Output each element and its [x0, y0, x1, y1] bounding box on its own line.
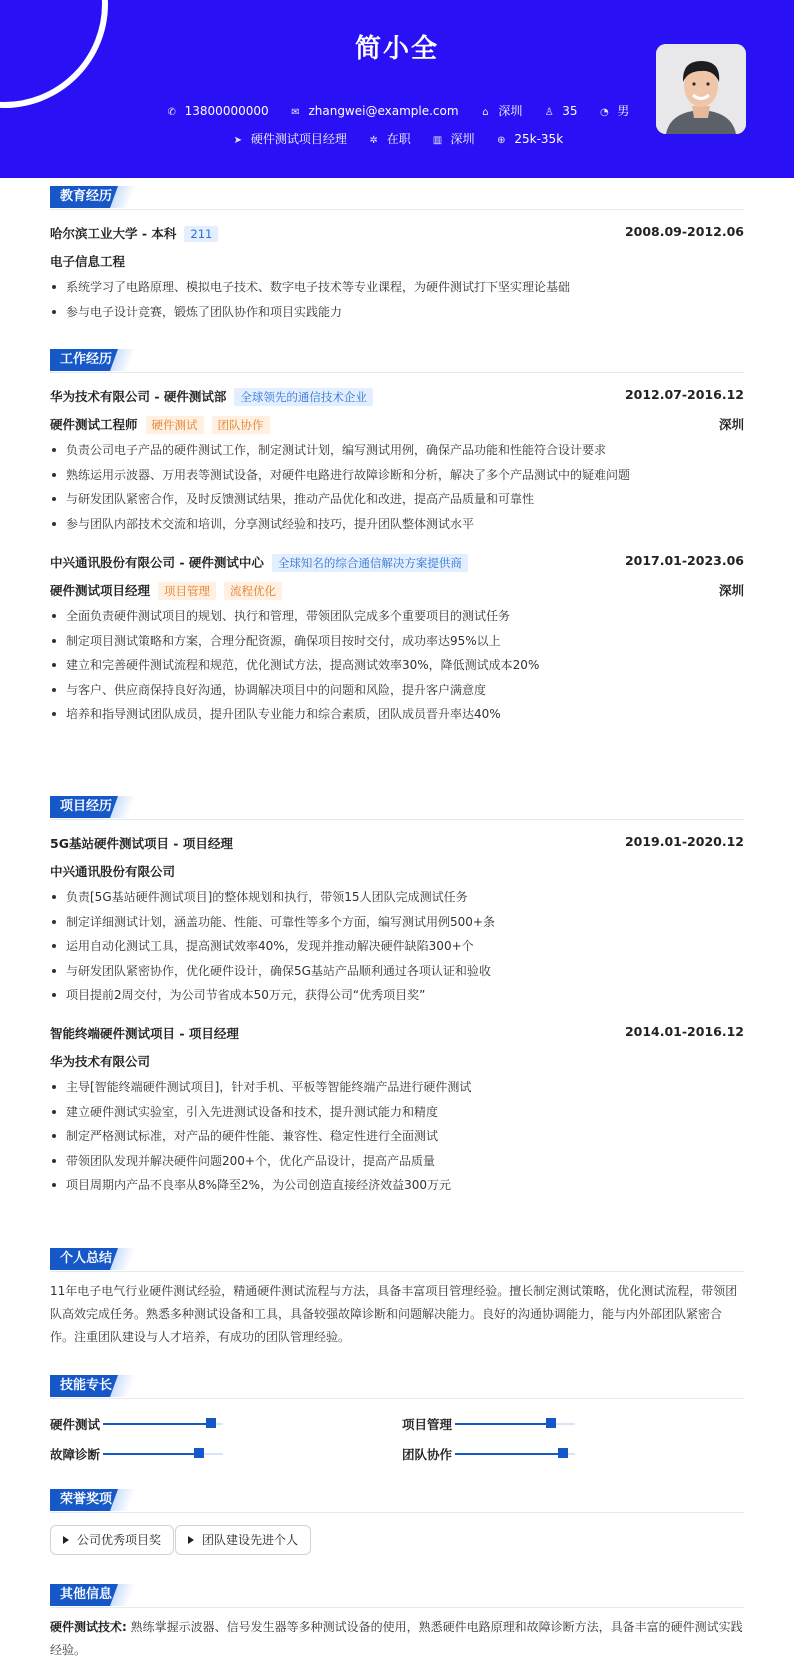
section-title: 技能专长	[50, 1375, 120, 1397]
skill-fill	[103, 1453, 199, 1455]
work-company	[50, 553, 468, 572]
phone-icon: ✆	[167, 106, 176, 118]
status-text: 在职	[386, 132, 411, 146]
school-text: 哈尔滨工业大学 - 本科	[50, 226, 177, 241]
salary-text: 25k-35k	[514, 131, 564, 146]
other-section	[50, 1584, 744, 1657]
other-text: 熟练掌握示波器、信号发生器等多种测试设备的使用，熟悉硬件电路原理和故障诊断方法，具备丰富的硬件测试实践经验。	[50, 1620, 743, 1657]
list-item: 熟练运用示波器、万用表等测试设备，对硬件电路进行故障诊断和分析，解决了多个产品测试中的疑难问题	[50, 465, 744, 490]
list-item: 运用自动化测试工具，提高测试效率40%，发现并推动解决硬件缺陷300+个	[50, 936, 744, 961]
awards-header	[50, 1489, 744, 1511]
coin-icon: ⊕	[497, 134, 506, 146]
company-tag: 全球领先的通信技术企业	[234, 388, 373, 406]
company-text: 中兴通讯股份有限公司 - 硬件测试中心	[50, 555, 264, 570]
skill-bar	[103, 1453, 223, 1455]
work-company	[50, 387, 373, 406]
skill-name: 故障诊断	[50, 1447, 101, 1462]
resume-header	[0, 0, 794, 178]
home-icon: ⌂	[482, 107, 489, 118]
award-chip	[50, 1525, 174, 1555]
company-tag: 全球知名的综合通信解决方案提供商	[272, 554, 468, 572]
skill-item	[402, 1415, 602, 1433]
list-item: 制定项目测试策略和方案，合理分配资源，确保项目按时交付，成功率达95%以上	[50, 631, 744, 656]
summary-header	[50, 1248, 744, 1270]
job-target-text: 硬件测试项目经理	[250, 132, 347, 146]
phone-item	[165, 104, 269, 118]
award-text: 公司优秀项目奖	[77, 1533, 162, 1547]
list-item: 与客户、供应商保持良好沟通，协调解决项目中的问题和风险，提升客户满意度	[50, 680, 744, 705]
skill-fill	[103, 1423, 211, 1425]
city-item	[431, 130, 475, 147]
summary-text: 11年电子电气行业硬件测试经验，精通硬件测试流程与方法，具备丰富项目管理经验。擅长制定测试策略，优化测试流程，带领团队高效完成任务。熟悉多种测试设备和工具，具备较强故障诊断和问题解决能力。良好的沟通协调能力，能与内外部团队紧密合作。注重团队建设与人才培养，有成功的团队管理经验。	[50, 1284, 738, 1344]
school-tag: 211	[184, 226, 218, 242]
project-period: 2014.01-2016.12	[624, 1024, 744, 1039]
job-target-item	[231, 130, 347, 147]
send-icon: ➤	[233, 135, 243, 146]
work-city: 深圳	[718, 583, 744, 598]
skill-bar	[455, 1423, 575, 1425]
skill-fill	[455, 1453, 563, 1455]
section-divider	[50, 1512, 744, 1513]
section-title: 工作经历	[50, 349, 120, 371]
skill-name: 硬件测试	[50, 1417, 101, 1432]
mail-icon: ✉	[291, 106, 300, 118]
section-title: 荣誉奖项	[50, 1489, 120, 1511]
list-item: 负责[5G基站硬件测试项目]的整体规划和执行，带领15人团队完成测试任务	[50, 887, 744, 912]
list-item: 与研发团队紧密协作，优化硬件设计，确保5G基站产品顺利通过各项认证和验收	[50, 961, 744, 986]
project-title: 智能终端硬件测试项目 - 项目经理	[50, 1026, 239, 1041]
gear-icon: ✲	[369, 135, 378, 146]
skills-section	[50, 1375, 744, 1462]
section-divider	[50, 209, 744, 210]
status-item	[367, 130, 411, 147]
projects-section	[50, 796, 744, 1192]
skill-knob	[206, 1418, 216, 1428]
age-item	[542, 104, 577, 118]
list-item: 带领团队发现并解决硬件问题200+个，优化产品设计，提高产品质量	[50, 1151, 744, 1176]
list-item: 参与团队内部技术交流和培训，分享测试经验和技巧，提升团队整体测试水平	[50, 514, 744, 539]
list-item: 制定严格测试标准，对产品的硬件性能、兼容性、稳定性进行全面测试	[50, 1126, 744, 1151]
skill-tag: 项目管理	[158, 582, 216, 600]
list-item: 负责公司电子产品的硬件测试工作，制定测试计划，编写测试用例，确保产品功能和性能符合设计要求	[50, 440, 744, 465]
avatar	[656, 44, 746, 134]
skill-knob	[558, 1448, 568, 1458]
skill-tag: 团队协作	[212, 416, 270, 434]
section-divider	[50, 1607, 744, 1608]
section-title: 个人总结	[50, 1248, 120, 1270]
location-text: 深圳	[498, 104, 523, 118]
section-divider	[50, 1398, 744, 1399]
list-item: 培养和指导测试团队成员，提升团队专业能力和综合素质，团队成员晋升率达40%	[50, 704, 744, 729]
section-title: 其他信息	[50, 1584, 120, 1606]
section-divider	[50, 819, 744, 820]
candidate-name: 简小全	[354, 34, 439, 64]
skill-knob	[546, 1418, 556, 1428]
work-bullets	[50, 440, 744, 538]
projects-header	[50, 796, 744, 818]
gender-icon: ◔	[599, 107, 609, 118]
work-role	[50, 415, 270, 434]
skill-bar	[455, 1453, 575, 1455]
award-chip	[175, 1525, 311, 1555]
play-icon	[188, 1536, 194, 1544]
skill-fill	[455, 1423, 551, 1425]
other-label: 硬件测试技术:	[50, 1620, 127, 1634]
school-name	[50, 224, 218, 242]
awards-section	[50, 1489, 744, 1547]
email-text: zhangwei@example.com	[308, 103, 459, 118]
skill-item	[50, 1415, 250, 1433]
company-text: 华为技术有限公司 - 硬件测试部	[50, 389, 227, 404]
role-text: 硬件测试工程师	[50, 417, 138, 432]
skills-header	[50, 1375, 744, 1397]
project-company: 华为技术有限公司	[50, 1054, 151, 1069]
project-bullets	[50, 1077, 744, 1200]
award-text: 团队建设先进个人	[202, 1533, 299, 1547]
work-period: 2017.01-2023.06	[624, 553, 744, 568]
list-item: 制定详细测试计划，涵盖功能、性能、可靠性等多个方面，编写测试用例500+条	[50, 912, 744, 937]
age-icon: ♙	[544, 106, 554, 118]
list-item: 建立硬件测试实验室，引入先进测试设备和技术，提升测试能力和精度	[50, 1102, 744, 1127]
skill-tag: 流程优化	[224, 582, 282, 600]
role-text: 硬件测试项目经理	[50, 583, 151, 598]
skill-item	[402, 1445, 602, 1463]
work-city: 深圳	[718, 417, 744, 432]
project-company: 中兴通讯股份有限公司	[50, 864, 176, 879]
list-item: 参与电子设计竞赛，锻炼了团队协作和项目实践能力	[50, 302, 744, 327]
work-period: 2012.07-2016.12	[624, 387, 744, 402]
email-item	[288, 104, 458, 118]
skill-bar	[103, 1423, 223, 1425]
age-text: 35	[562, 103, 578, 118]
education-header	[50, 186, 744, 208]
work-header	[50, 349, 744, 371]
work-role	[50, 581, 282, 600]
list-item: 项目周期内产品不良率从8%降至2%，为公司创造直接经济效益300万元	[50, 1175, 744, 1200]
location-item	[478, 102, 522, 119]
list-item: 全面负责硬件测试项目的规划、执行和管理，带领团队完成多个重要项目的测试任务	[50, 606, 744, 631]
project-title: 5G基站硬件测试项目 - 项目经理	[50, 836, 233, 851]
summary-section	[50, 1248, 744, 1344]
section-divider	[50, 372, 744, 373]
work-bullets	[50, 606, 744, 729]
awards-list	[50, 1525, 744, 1555]
play-icon	[63, 1536, 69, 1544]
section-title: 项目经历	[50, 796, 120, 818]
list-item: 主导[智能终端硬件测试项目]，针对手机、平板等智能终端产品进行硬件测试	[50, 1077, 744, 1102]
other-header	[50, 1584, 744, 1606]
other-info	[50, 1616, 744, 1662]
major: 电子信息工程	[50, 254, 126, 269]
building-icon: ▥	[432, 135, 443, 146]
skill-tag: 硬件测试	[146, 416, 204, 434]
project-period: 2019.01-2020.12	[624, 834, 744, 849]
skill-name: 项目管理	[402, 1417, 453, 1432]
salary-item	[494, 132, 563, 146]
list-item: 建立和完善硬件测试流程和规范，优化测试方法，提高测试效率30%，降低测试成本20%	[50, 655, 744, 680]
city-text: 深圳	[450, 132, 475, 146]
gender-text: 男	[617, 104, 630, 118]
education-section	[50, 186, 744, 319]
section-title: 教育经历	[50, 186, 120, 208]
skill-knob	[194, 1448, 204, 1458]
skill-item	[50, 1445, 250, 1463]
education-bullets	[50, 277, 744, 326]
phone-text: 13800000000	[184, 103, 269, 118]
list-item: 与研发团队紧密合作，及时反馈测试结果，推动产品优化和改进，提高产品质量和可靠性	[50, 489, 744, 514]
skill-name: 团队协作	[402, 1447, 453, 1462]
work-section	[50, 349, 744, 721]
list-item: 系统学习了电路原理、模拟电子技术、数字电子技术等专业课程，为硬件测试打下坚实理论基础	[50, 277, 744, 302]
list-item: 项目提前2周交付，为公司节省成本50万元，获得公司“优秀项目奖”	[50, 985, 744, 1010]
gender-item	[597, 102, 629, 119]
project-bullets	[50, 887, 744, 1010]
education-period: 2008.09-2012.06	[624, 224, 744, 239]
section-divider	[50, 1271, 744, 1272]
